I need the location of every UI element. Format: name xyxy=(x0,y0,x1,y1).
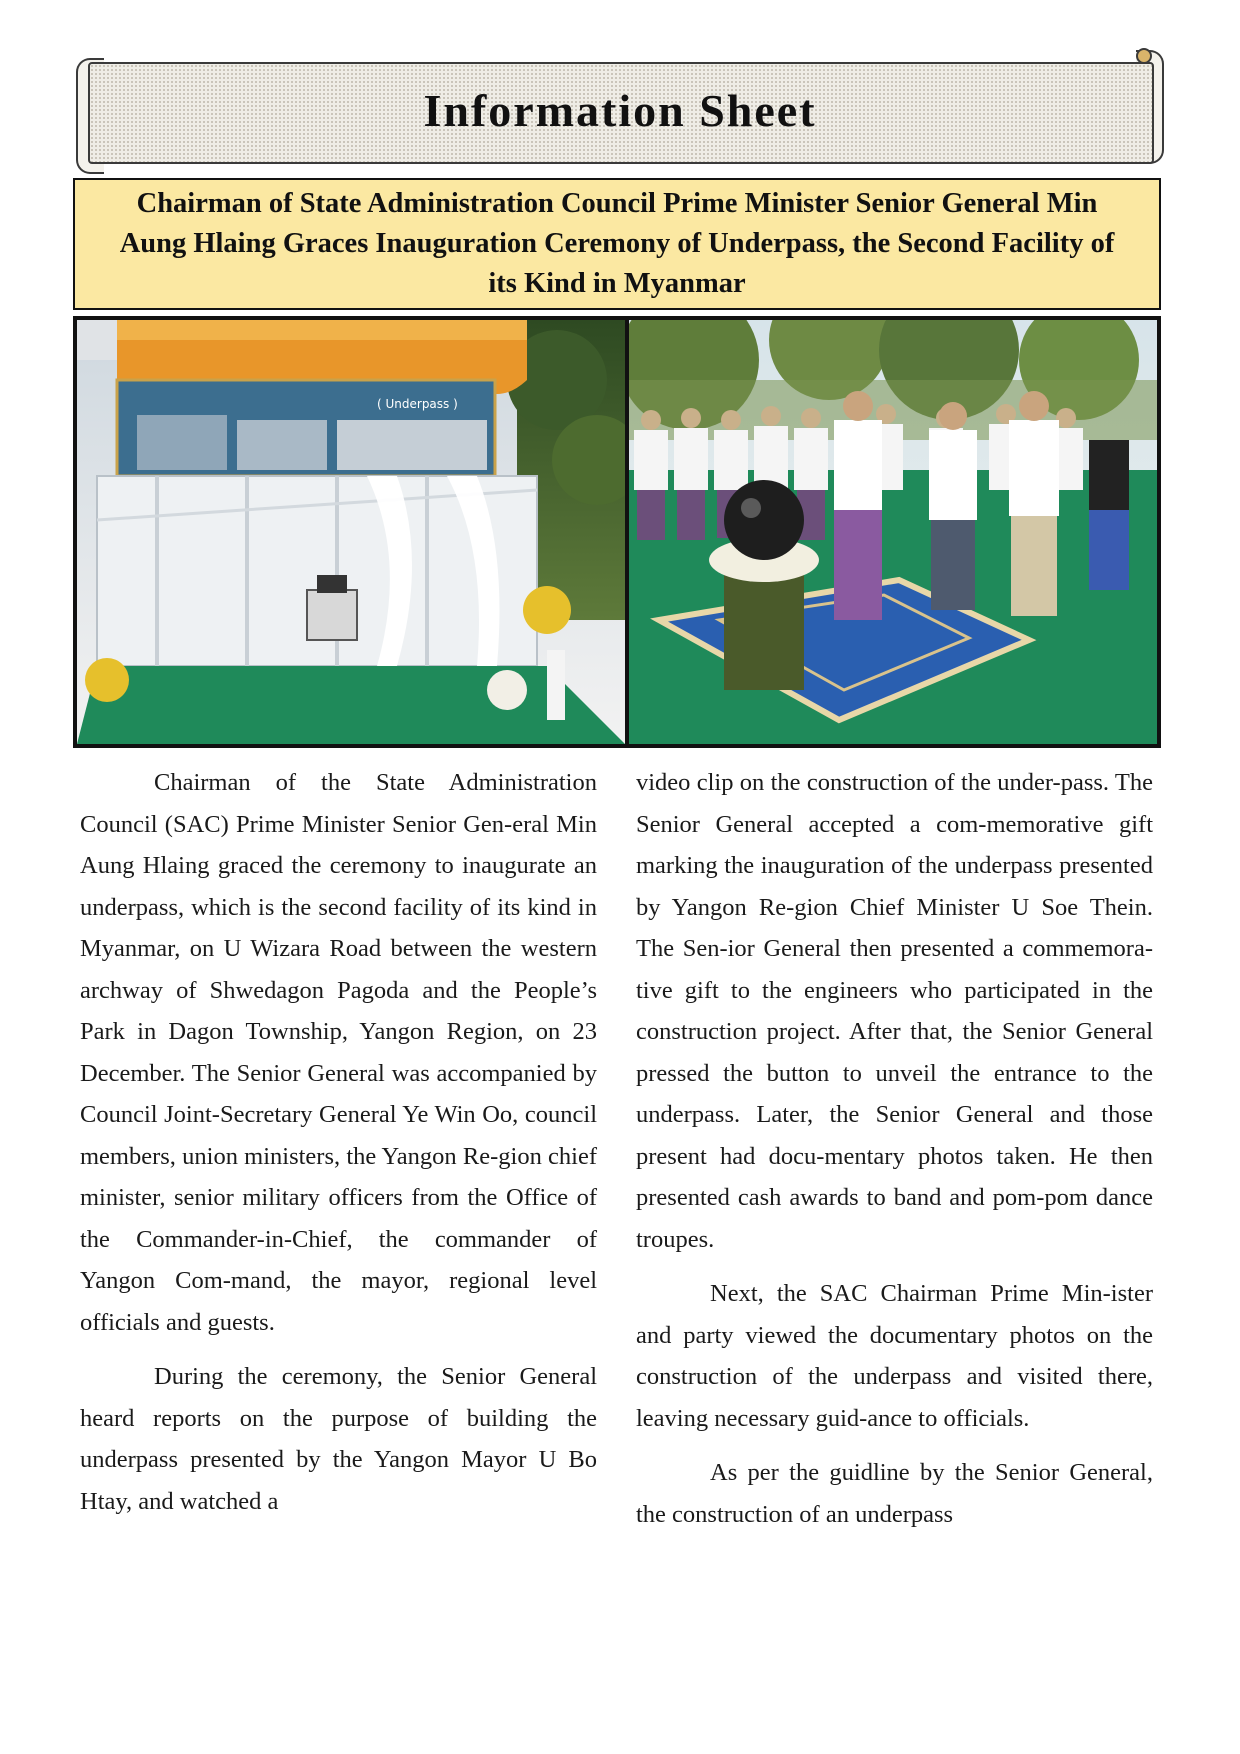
ceremony-group-photo xyxy=(629,320,1157,744)
paragraph: As per the guidline by the Senior General, the construction of an underpass xyxy=(636,1459,1153,1528)
underpass-entrance-photo xyxy=(77,320,625,744)
title-banner xyxy=(70,52,1170,172)
column-right xyxy=(636,762,1153,1548)
ceremony-illustration xyxy=(629,320,1157,744)
column-left xyxy=(80,762,597,1535)
paragraph: During the ceremony, the Senior General heard reports on the purpose of building the underpass presented by the Yangon Mayor U Bo Htay, and watched a xyxy=(80,1363,597,1515)
paragraph: Next, the SAC Chairman Prime Min-ister and party viewed the documentary photos on the construction of the underpass and visited there, leaving necessary guid-ance to officials. xyxy=(636,1280,1153,1432)
paragraph: Chairman of the State Administration Council (SAC) Prime Minister Senior Gen-eral Min Aung Hlaing graced the ceremony to inaugurate an underpass, which is the second facility of its kind in Myanmar, on U Wizara Road between the western archway of Shwedagon Pagoda and the People’s Park in Dagon Township, Yangon Region, on 23 December. The Senior General was accompanied by Council Joint-Secretary General Ye Win Oo, council members, union ministers, the Yangon Re-gion chief minister, senior military officers from the Office of the Commander-in-Chief, the commander of Yangon Com-mand, the mayor, regional level officials and guests. xyxy=(80,769,597,1336)
underpass-entrance-illustration xyxy=(77,320,625,744)
article-body xyxy=(80,762,1158,1672)
headline: Chairman of State Administration Council Prime Minister Senior General Min Aung Hlaing Graces Inauguration Ceremony of Underpass, the Second Facility of its Kind in Myanmar xyxy=(119,188,1115,299)
paragraph: video clip on the construction of the under-pass. The Senior General accepted a com-memorative gift marking the inauguration of the underpass presented by Yangon Re-gion Chief Minister U Soe Thein. The Sen-ior General then presented a commemora-tive gift to the engineers who participated in the construction project. After that, the Senior General pressed the button to unveil the entrance to the underpass. Later, the Senior General and those present had docu-mentary photos taken. He then presented cash awards to band and pom-pom dance troupes. xyxy=(636,769,1153,1253)
page-title: Information Sheet xyxy=(423,85,817,136)
sign-caption: ( Underpass ) xyxy=(377,397,458,411)
photo-panel xyxy=(73,316,1161,748)
headline-box xyxy=(73,178,1161,310)
